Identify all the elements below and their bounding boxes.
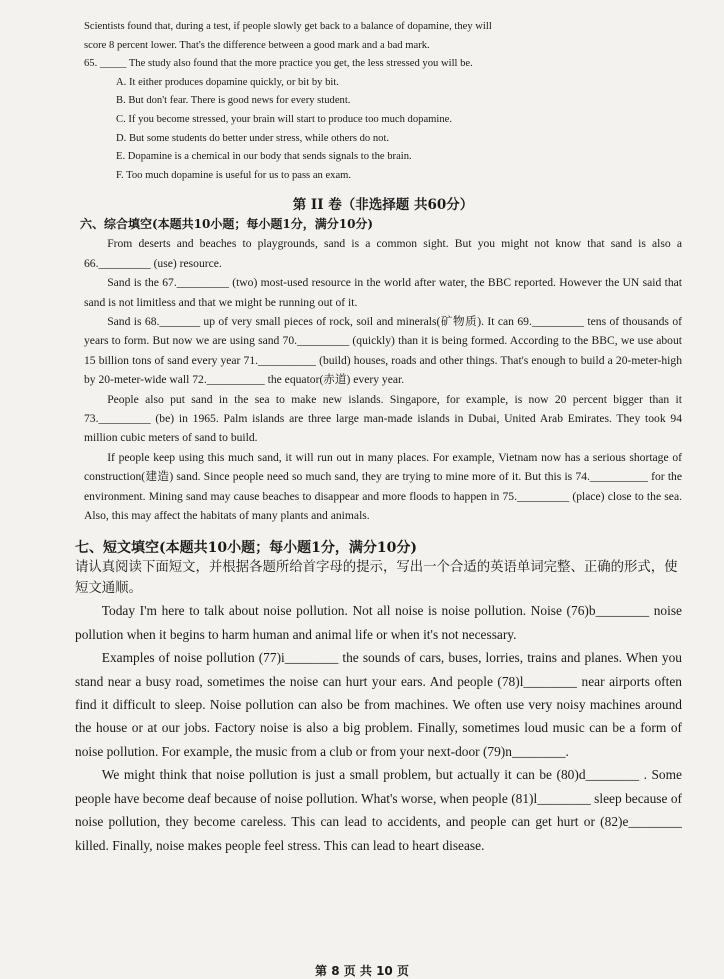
passage-line: Scientists found that, during a test, if people slowly get back to a balance of dopamine, they will (84, 21, 492, 32)
section6-passage (84, 234, 682, 525)
section7-instruction: 请认真阅读下面短文，并根据各题所给首字母的提示，写出一个合适的英语单词完整、正确的形式，使短文通顺。 (75, 560, 678, 597)
reading-passage-top (84, 18, 682, 185)
passage-paragraph: Today I'm here to talk about noise pollution. Not all noise is noise pollution. Noise (76)b________ noise pollution when it begins to harm human and animal life or when it's not necessary. (75, 603, 682, 642)
passage-paragraph: Sand is 68._______ up of very small pieces of rock, soil and minerals(矿物质). It can 69._________ tens of thousands of years to form. But now we are using sand 70._________ (quickly) than it is being formed. According to the BBC, we use about 15 billion tons of sand every year 71.__________ (build) houses, roads and other things. That's enough to build a 20-meter-high by 20-meter-wide wall 72.__________ the equator(赤道) every year. (84, 314, 682, 387)
section7-passage (75, 599, 682, 856)
passage-paragraph: If people keep using this much sand, it will run out in many places. For example, Vietnam now has a serious shortage of construction(建造) sand. Since people need so much sand, they are trying to mine more of it. But this is 74.__________ for the environment. Mining sand may cause beaches to disappear and more floods to happen in 75._________ (place) close to the sea. Also, this may affect the habitats of many plants and animals. (84, 450, 682, 523)
page-number: 第 8 页 共 10 页 (315, 964, 409, 978)
option-c: C. If you become stressed, your brain will start to produce too much dopamine. (116, 113, 452, 125)
section6-heading: 六、综合填空(本题共10小题；每小题1分，满分10分) (80, 217, 374, 232)
option-f: F. Too much dopamine is useful for us to pass an exam. (116, 169, 352, 181)
option-d: D. But some students do better under stress, while others do not. (116, 132, 390, 144)
passage-paragraph: We might think that noise pollution is just a small problem, but actually it can be (80)d________ . Some people have become deaf because of noise pollution. What's worse, when people (81)l________ sleep because of noise pollution, they become careless. This can lead to accidents, and people can get hurt or (82)e________ killed. Finally, noise makes people feel stress. This can lead to heart disease. (75, 767, 682, 853)
passage-paragraph: Sand is the 67._________ (two) most-used resource in the world after water, the BBC reported. However the UN said that sand is not limitless and that we might be running out of it. (84, 276, 682, 309)
passage-paragraph: From deserts and beaches to playgrounds, sand is a common sight. But you might not know that sand is also a 66._________ (use) resource. (84, 237, 682, 270)
passage-line: score 8 percent lower. That's the difference between a good mark and a bad mark. (84, 39, 430, 51)
passage-paragraph: People also put sand in the sea to make new islands. Singapore, for example, is now 20 percent bigger than it 73._________ (be) in 1965. Palm islands are three large man-made islands in Dubai, United Arab Emirates. They took 94 million cubic meters of sand to build. (84, 392, 682, 445)
option-b: B. But don't fear. There is good news for every student. (116, 95, 351, 107)
option-e: E. Dopamine is a chemical in our body that sends signals to the brain. (116, 151, 412, 163)
question-65: 65. _____ The study also found that the more practice you get, the less stressed you will be. (84, 58, 473, 70)
passage-paragraph: Examples of noise pollution (77)i________ the sounds of cars, buses, lorries, trains and planes. When you stand near a busy road, sometimes the noise can hurt your ears. And people (78)l________ near airports often find it difficult to sleep. Noise pollution can also be from machines. We often use very noisy machines around the house or at our jobs. Factory noise is also a big problem. Finally, sometimes loud music can be a form of noise pollution. For example, the music from a club or from your next-door (79)n________. (75, 650, 682, 759)
option-a: A. It either produces dopamine quickly, or bit by bit. (116, 76, 339, 88)
section7-heading: 七、短文填空(本题共10小题；每小题1分，满分10分) (75, 540, 417, 557)
part2-title: 第 II 卷（非选择题 共60分） (292, 197, 474, 214)
